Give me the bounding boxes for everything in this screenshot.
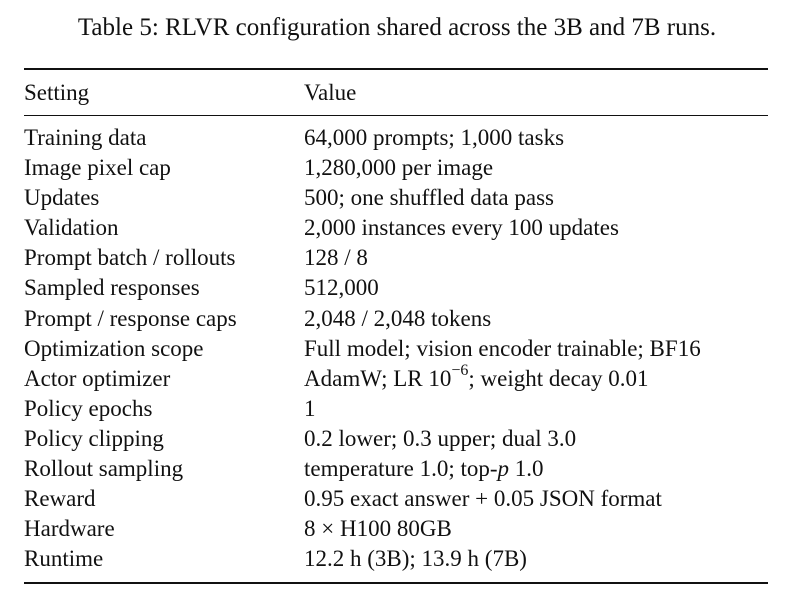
header-value: Value <box>304 80 357 105</box>
setting-cell: Training data <box>24 125 147 150</box>
setting-cell: Updates <box>24 185 100 211</box>
value-text-after: ; weight decay 0.01 <box>468 365 649 391</box>
setting-cell: Hardware <box>24 516 115 542</box>
setting-cell: Runtime <box>24 546 104 572</box>
value-cell: 64,000 prompts; 1,000 tasks <box>304 125 565 150</box>
value-cell: 8 × H100 80GB <box>304 516 452 542</box>
value-text: AdamW; LR 10 <box>304 365 452 391</box>
table-row <box>24 273 768 303</box>
table-row <box>24 304 768 334</box>
header-setting: Setting <box>24 80 90 105</box>
value-cell <box>304 454 768 484</box>
table-row <box>24 183 768 213</box>
value-cell: 2,048 / 2,048 tokens <box>304 305 492 331</box>
setting-cell: Validation <box>24 215 119 241</box>
value-cell: 1 <box>304 395 316 421</box>
setting-cell: Prompt / response caps <box>24 305 237 331</box>
value-cell: 12.2 h (3B); 13.9 h (7B) <box>304 546 527 572</box>
bottom-rule <box>24 582 768 584</box>
setting-cell: Policy epochs <box>24 395 153 421</box>
value-cell: 1,280,000 per image <box>304 155 494 181</box>
table-row <box>24 544 768 574</box>
table-row <box>24 243 768 273</box>
table-row <box>24 484 768 514</box>
value-cell: 2,000 instances every 100 updates <box>304 215 619 241</box>
table-row <box>24 394 768 424</box>
value-cell: 128 / 8 <box>304 245 368 271</box>
table-row <box>24 153 768 183</box>
table-caption: Table 5: RLVR configuration shared across the 3B and 7B runs. <box>77 14 717 41</box>
table-body <box>24 116 768 582</box>
value-cell: Full model; vision encoder trainable; BF16 <box>304 335 701 361</box>
table-header-row <box>24 70 768 115</box>
config-table <box>24 68 768 584</box>
table-row <box>24 424 768 454</box>
value-cell <box>304 364 768 394</box>
setting-cell: Reward <box>24 486 96 512</box>
table-row <box>24 514 768 544</box>
value-cell: 500; one shuffled data pass <box>304 185 554 211</box>
setting-cell: Sampled responses <box>24 275 200 301</box>
setting-cell: Image pixel cap <box>24 155 171 181</box>
exponent: −6 <box>451 362 469 380</box>
setting-cell: Optimization scope <box>24 335 204 361</box>
table-row <box>24 334 768 364</box>
setting-cell: Rollout sampling <box>24 456 184 482</box>
math-variable: p <box>497 456 510 482</box>
table-row <box>24 213 768 243</box>
setting-cell: Prompt batch / rollouts <box>24 245 236 271</box>
setting-cell: Actor optimizer <box>24 365 171 391</box>
value-cell: 0.95 exact answer + 0.05 JSON format <box>304 486 662 512</box>
table-row <box>24 454 768 484</box>
setting-cell: Policy clipping <box>24 425 164 451</box>
table-row <box>24 123 768 153</box>
value-cell: 0.2 lower; 0.3 upper; dual 3.0 <box>304 425 577 451</box>
table-row <box>24 364 768 394</box>
value-text-after: 1.0 <box>509 456 544 482</box>
value-text: temperature 1.0; top- <box>304 456 498 482</box>
value-cell: 512,000 <box>304 275 379 301</box>
